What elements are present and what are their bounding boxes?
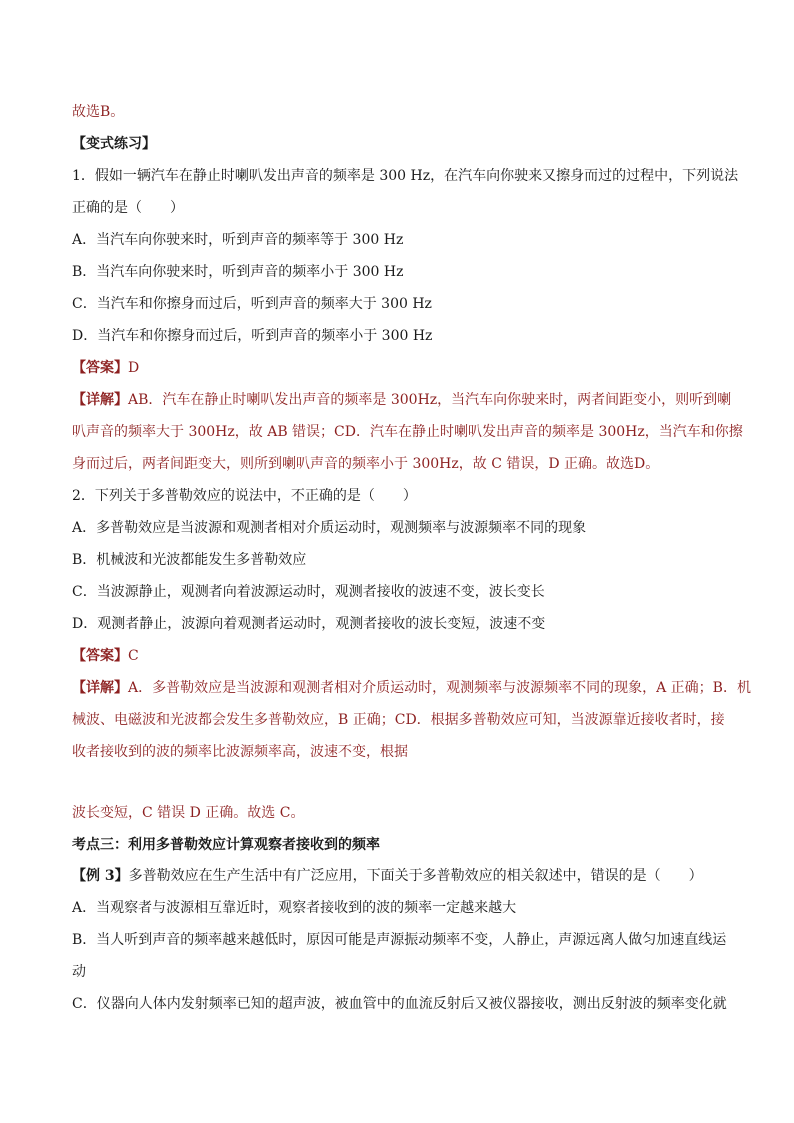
answer-value: D (128, 360, 140, 376)
explanation-label: 【详解】 (72, 392, 128, 408)
example-3-stem (72, 867, 703, 885)
question-2-option-d: D．观测者静止，波源向着观测者运动时，观测者接收的波长变短，波速不变 (72, 616, 546, 632)
question-1-stem-cont: 正确的是（ ） (72, 200, 184, 216)
question-2-explanation-line-3: 收者接收到的波的频率比波源频率高，波速不变，根据 (72, 744, 408, 760)
answer-value: C (128, 648, 139, 664)
question-2-stem: 2．下列关于多普勒效应的说法中，不正确的是（ ） (72, 488, 417, 504)
question-2-explanation-line-2: 械波、电磁波和光波都会发生多普勒效应，B 正确；CD．根据多普勒效应可知，当波源靠近接收者时，接 (72, 712, 725, 728)
question-2-option-c: C．当波源静止，观测者向着波源运动时，观测者接收的波速不变，波长变长 (72, 584, 545, 600)
example-text: 多普勒效应在生产生活中有广泛应用，下面关于多普勒效应的相关叙述中，错误的是（ ） (128, 868, 703, 884)
question-2-option-a: A．多普勒效应是当波源和观测者相对介质运动时，观测频率与波源频率不同的现象 (72, 520, 587, 536)
question-1-explanation (72, 391, 731, 409)
question-2-option-b: B．机械波和光波都能发生多普勒效应 (72, 552, 307, 568)
question-1-explanation-line-2: 叭声音的频率大于 300Hz，故 AB 错误；CD．汽车在静止时喇叭发出声音的频率是 300Hz，当汽车和你擦 (72, 424, 743, 440)
previous-answer-conclusion: 故选B。 (72, 104, 125, 120)
example-3-option-a: A．当观察者与波源相互靠近时，观察者接收到的波的频率一定越来越大 (72, 900, 517, 916)
question-1-stem: 1．假如一辆汽车在静止时喇叭发出声音的频率是 300 Hz，在汽车向你驶来又擦身而过的过程中，下列说法 (72, 168, 739, 184)
section-heading-topic-3: 考点三：利用多普勒效应计算观察者接收到的频率 (72, 837, 380, 853)
question-1-option-c: C．当汽车和你擦身而过后，听到声音的频率大于 300 Hz (72, 296, 432, 312)
example-3-option-b: B．当人听到声音的频率越来越低时，原因可能是声源振动频率不变，人静止，声源远离人做匀加速直线运 (72, 932, 727, 948)
question-2-explanation (72, 679, 751, 697)
question-2-explanation-line-4: 波长变短，C 错误 D 正确。故选 C。 (72, 805, 305, 821)
explanation-text: A．多普勒效应是当波源和观测者相对介质运动时，观测频率与波源频率不同的现象，A 正确；B．机 (128, 680, 751, 696)
example-3-option-b-cont: 动 (72, 964, 86, 980)
question-1-answer (72, 359, 139, 377)
question-2-answer (72, 647, 139, 665)
question-1-option-b: B．当汽车向你驶来时，听到声音的频率小于 300 Hz (72, 264, 404, 280)
explanation-text: AB．汽车在静止时喇叭发出声音的频率是 300Hz，当汽车向你驶来时，两者间距变小，则听到喇 (128, 392, 732, 408)
question-1-explanation-line-3: 身而过后，两者间距变大，则所到喇叭声音的频率小于 300Hz，故 C 错误，D 正确。故选D。 (72, 456, 660, 472)
example-label: 【例 3】 (72, 868, 129, 884)
question-1-option-a: A．当汽车向你驶来时，听到声音的频率等于 300 Hz (72, 232, 404, 248)
answer-label: 【答案】 (72, 360, 128, 376)
question-1-option-d: D．当汽车和你擦身而过后，听到声音的频率小于 300 Hz (72, 328, 433, 344)
section-heading-variant-practice: 【变式练习】 (72, 136, 156, 152)
example-3-option-c: C．仪器向人体内发射频率已知的超声波，被血管中的血流反射后又被仪器接收，测出反射波的频率变化就 (72, 996, 727, 1012)
explanation-label: 【详解】 (72, 680, 128, 696)
answer-label: 【答案】 (72, 648, 128, 664)
